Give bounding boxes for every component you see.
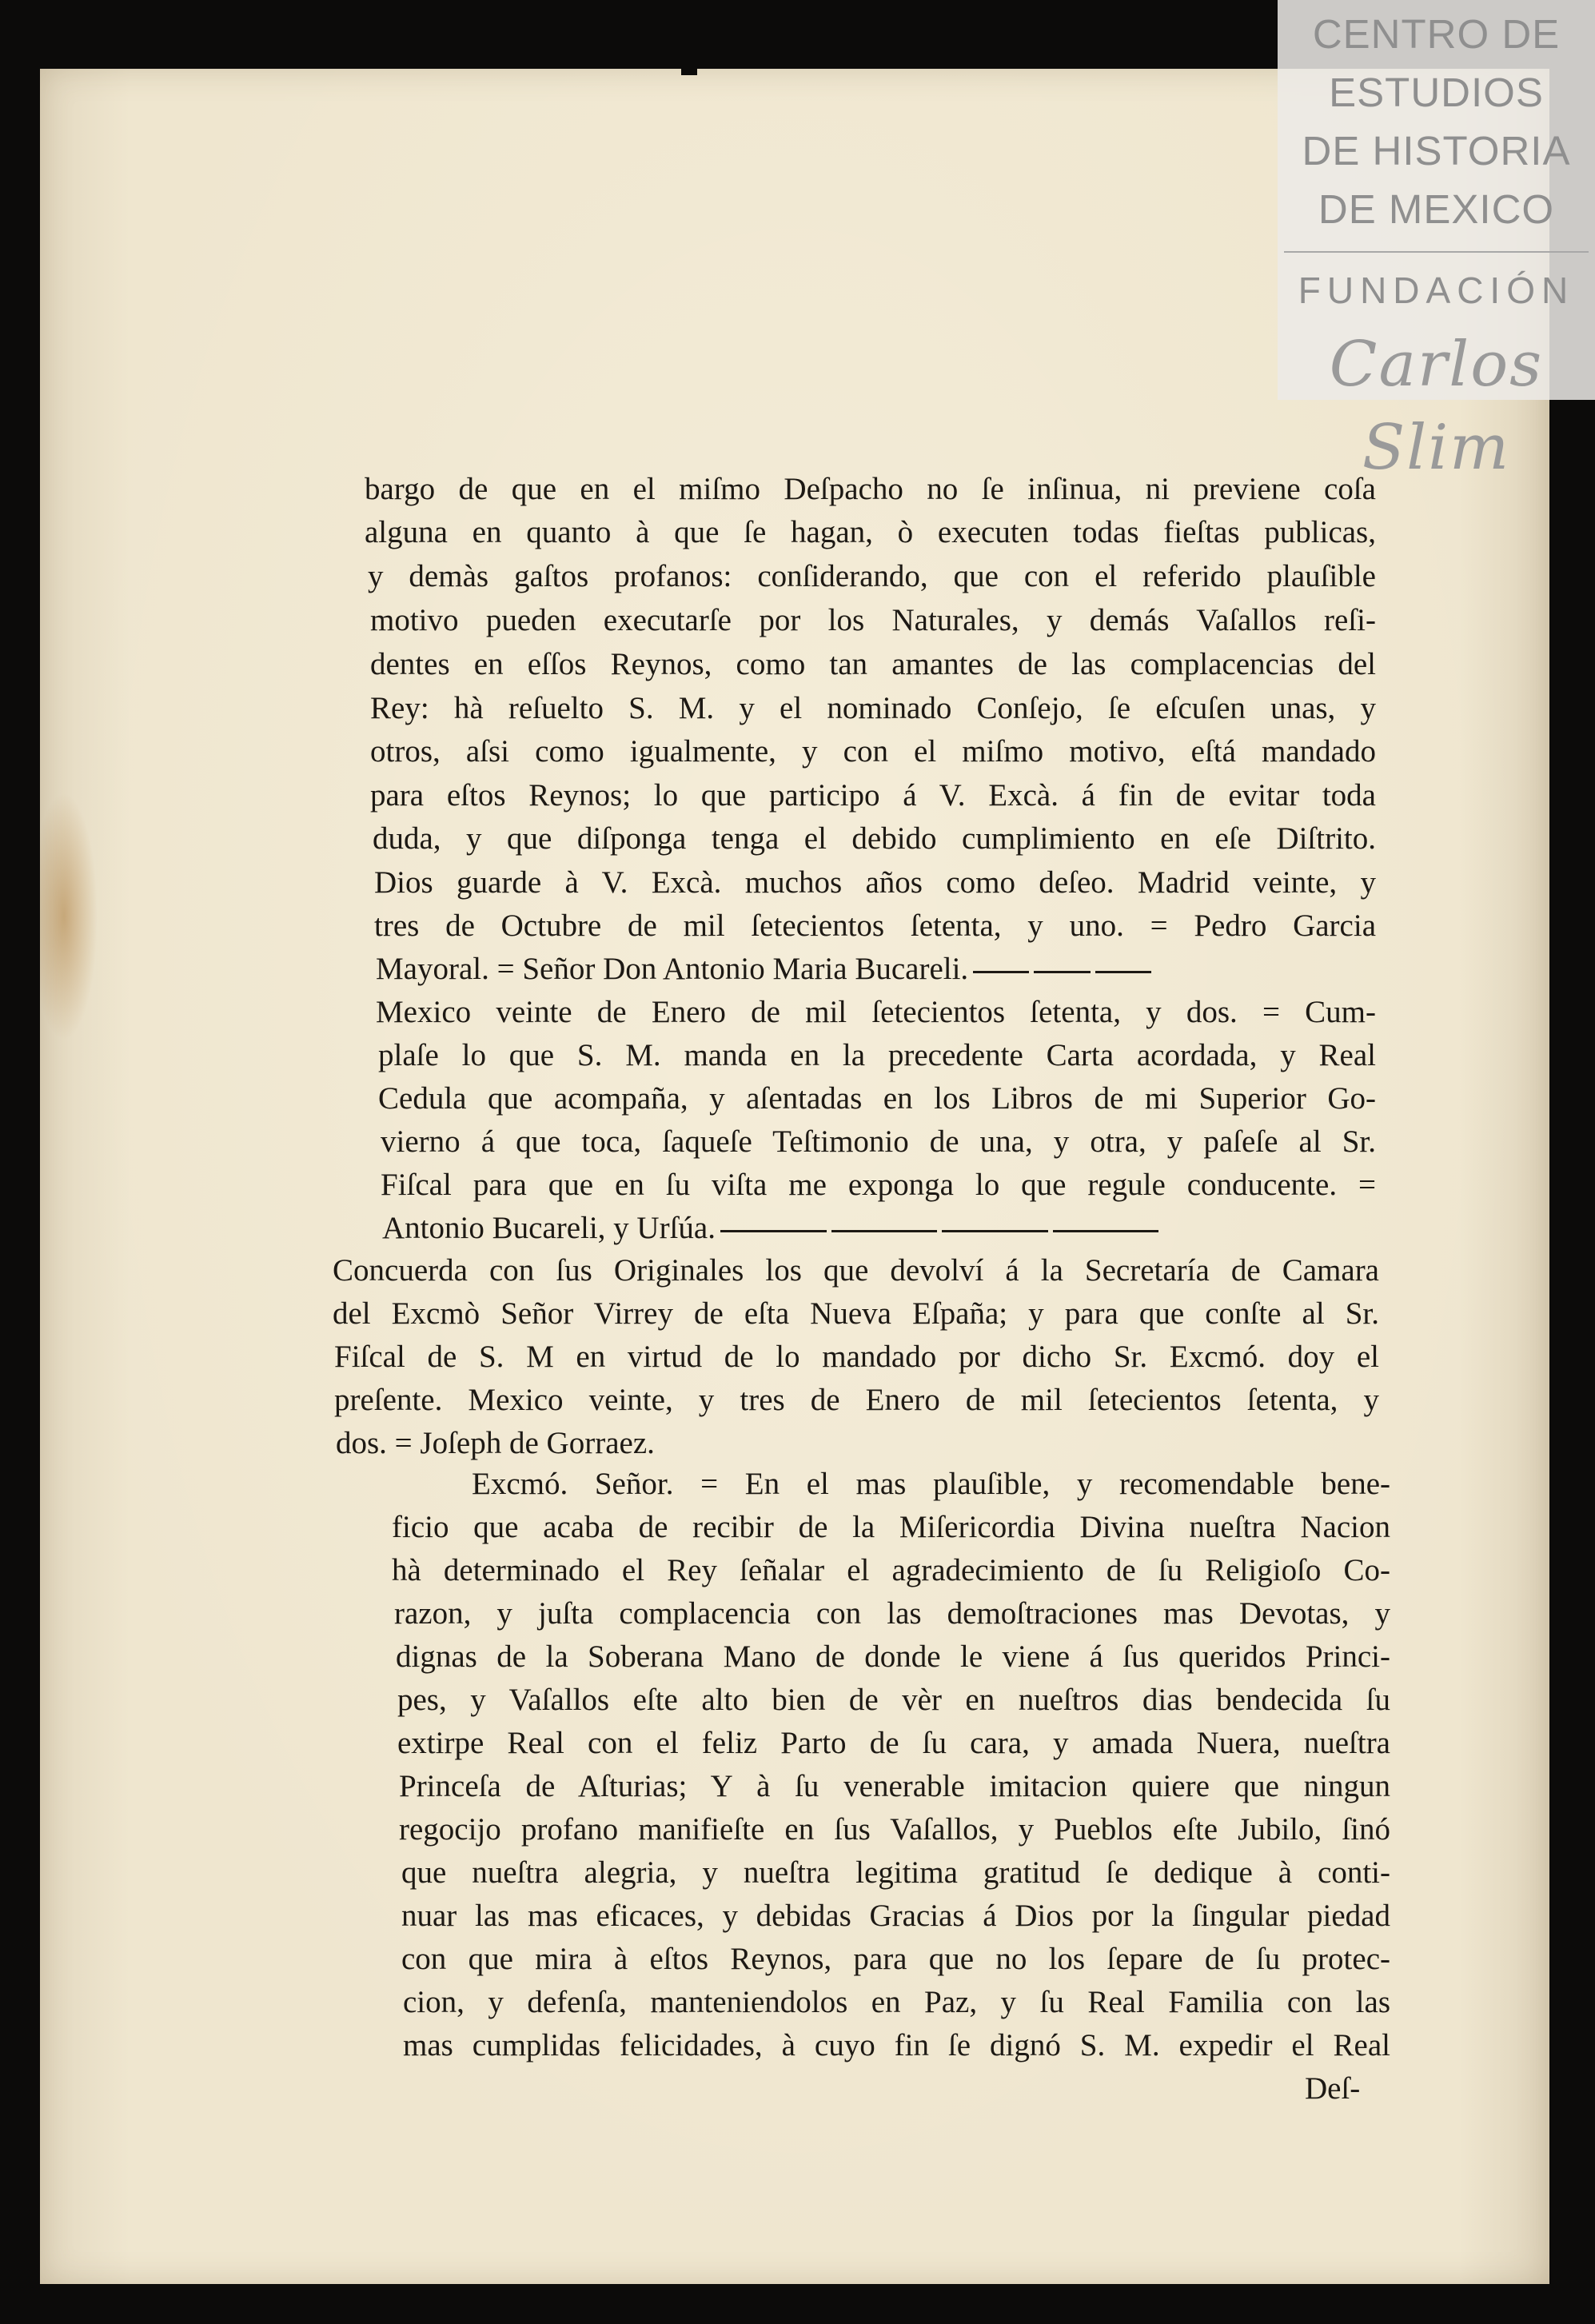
line-filler-rule [1095,971,1151,973]
text-line: Mayoral. = Señor Don Antonio Maria Bucareli. [376,952,969,986]
watermark-signature: Carlos Slim [1329,329,1544,484]
text-line: Fiſcal de S. M en virtud de lo mandado por dicho Sr. Excmó. doy el [334,1340,1379,1374]
text-line: extirpe Real con el feliz Parto de ſu cara, y amada Nuera, nueſtra [397,1726,1390,1760]
watermark-line-4: DE MEXICO [1318,186,1555,232]
line-filler-rule [1053,1230,1159,1232]
text-line: tres de Octubre de mil ſetecientos ſetenta, y uno. = Pedro Garcia [374,908,1376,943]
text-line: mas cumplidas felicidades, à cuyo fin ſe dignó S. M. expedir el Real [403,2028,1390,2062]
text-line: para eſtos Reynos; lo que participo á V. Excà. á fin de evitar toda [370,778,1376,813]
text-line: pes, y Vaſallos eſte alto bien de vèr en nueſtros dias bendecida ſu [397,1683,1390,1717]
text-line: nuar las mas eficaces, y debidas Gracias á Dios por la ſingular piedad [401,1899,1390,1933]
text-line: que nueſtra alegria, y nueſtra legitima gratitud ſe dedique à conti- [401,1855,1390,1890]
text-line: Fiſcal para que en ſu viſta me exponga lo que regule conducente. = [381,1168,1376,1202]
page-binding-notch [681,62,697,75]
text-line: Antonio Bucareli, y Urſúa. [382,1211,716,1245]
text-line: dentes en eſſos Reynos, como tan amantes de las complacencias del [370,647,1376,681]
watermark-line-2: ESTUDIOS [1329,70,1544,115]
line-filler-rule [942,1230,1048,1232]
line-filler-rule [973,971,1029,973]
text-line: Cedula que acompaña, y aſentadas en los Libros de mi Superior Go- [378,1081,1376,1116]
catchword: Deſ- [1305,2071,1361,2106]
text-line: otros, aſsi como igualmente, y con el miſmo motivo, eſtá mandado [370,734,1376,769]
text-line: plaſe lo que S. M. manda en la precedente Carta acordada, y Real [378,1038,1376,1072]
text-line: Concuerda con ſus Originales los que devolví á la Secretaría de Camara [333,1253,1379,1288]
text-line: regocijo profano manifieſte en ſus Vaſallos, y Pueblos eſte Jubilo, ſinó [399,1812,1390,1847]
watermark-line-1: CENTRO DE [1312,11,1561,57]
text-line: dos. = Joſeph de Gorraez. [336,1426,655,1460]
text-line-with-rule [376,948,1376,990]
text-line: Excmó. Señor. = En el mas plauſible, y recomendable bene- [472,1467,1390,1501]
text-line: Mexico veinte de Enero de mil ſetecientos ſetenta, y dos. = Cum- [376,995,1376,1029]
institution-watermark [1278,0,1595,484]
text-line: del Excmò Señor Virrey de eſta Nueva Eſpaña; y para que conſte al Sr. [333,1296,1379,1331]
text-line: razon, y juſta complacencia con las demoſtraciones mas Devotas, y [394,1596,1390,1631]
watermark-foundation: FUNDACIÓN [1298,270,1575,311]
text-line: Rey: hà reſuelto S. M. y el nominado Conſejo, ſe eſcuſen unas, y [370,691,1376,725]
text-line: y demàs gaſtos profanos: conſiderando, que con el referido plauſible [368,559,1376,593]
text-line: dignas de la Soberana Mano de donde le viene á ſus queridos Princi- [396,1639,1390,1674]
text-line: duda, y que diſponga tenga el debido cumplimiento en eſe Diſtrito. [373,821,1376,856]
text-line: motivo pueden executarſe por los Naturales, y demás Vaſallos reſi- [370,603,1376,637]
text-line-with-rule [382,1208,1376,1249]
line-filler-rule [831,1230,938,1232]
text-line: ficio que acaba de recibir de la Miſericordia Divina nueſtra Nacion [392,1510,1390,1544]
text-line: hà determinado el Rey ſeñalar el agradecimiento de ſu Religioſo Co- [392,1553,1390,1587]
text-line: alguna en quanto à que ſe hagan, ò executen todas fieſtas publicas, [365,515,1376,549]
watermark-line-3: DE HISTORIA [1302,128,1571,174]
text-line: cion, y defenſa, manteniendolos en Paz, y ſu Real Familia con las [403,1985,1390,2019]
text-line: bargo de que en el miſmo Deſpacho no ſe inſinua, ni previene coſa [365,472,1376,506]
text-line: vierno á que toca, ſaqueſe Teſtimonio de una, y otra, y paſeſe al Sr. [381,1124,1376,1159]
line-filler-rule [720,1230,827,1232]
line-filler-rule [1034,971,1090,973]
text-line: preſente. Mexico veinte, y tres de Enero de mil ſetecientos ſetenta, y [334,1383,1379,1417]
watermark-divider [1284,251,1589,253]
text-line: Dios guarde à V. Excà. muchos años como deſeo. Madrid veinte, y [374,865,1376,900]
text-line: con que mira à eſtos Reynos, para que no los ſepare de ſu protec- [401,1942,1390,1976]
text-line: Princeſa de Aſturias; Y à ſu venerable imitacion quiere que ningun [399,1769,1390,1803]
